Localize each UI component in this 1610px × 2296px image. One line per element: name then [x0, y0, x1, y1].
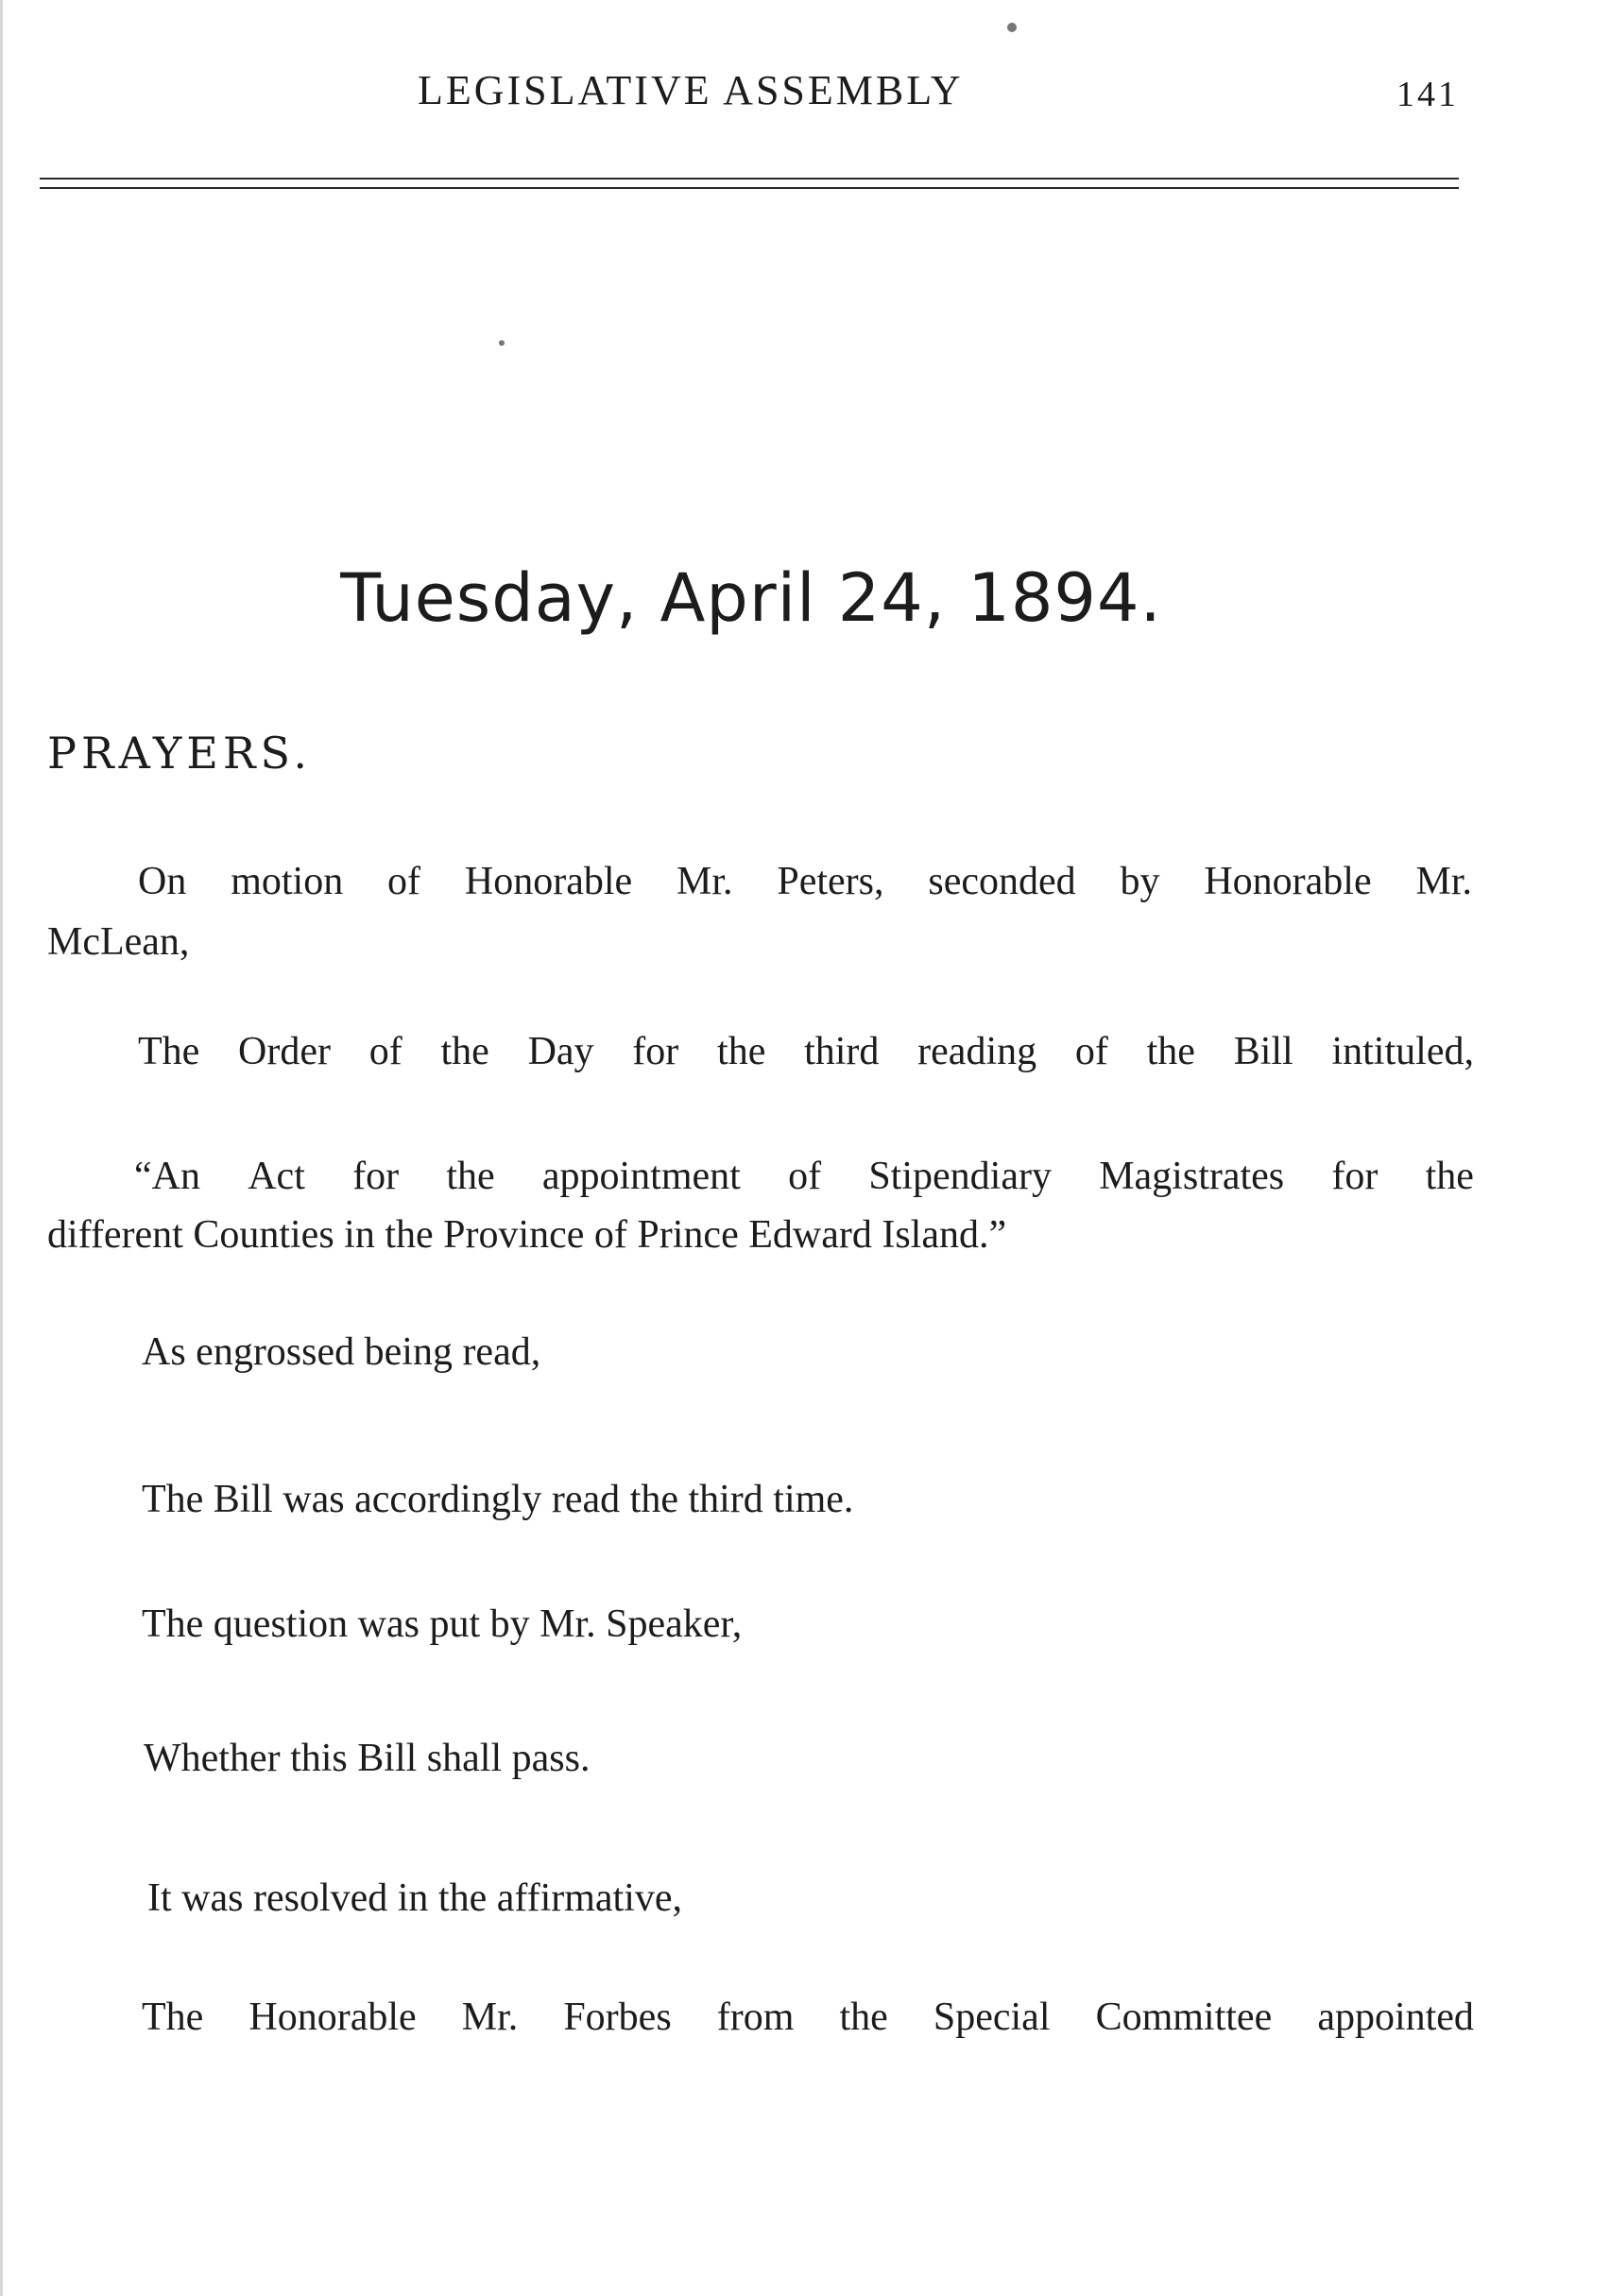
running-title: LEGISLATIVE ASSEMBLY	[418, 67, 964, 113]
word: Bill	[1233, 1030, 1293, 1073]
word: Committee	[1095, 1996, 1273, 2039]
order-of-day-line	[138, 1032, 1474, 1071]
word: Day	[527, 1030, 594, 1073]
forbes-line	[142, 1997, 1474, 2037]
word: of	[788, 1155, 822, 1198]
page-edge	[0, 0, 3, 2296]
ink-speck	[1007, 23, 1017, 32]
word: motion	[231, 860, 344, 903]
motion-line-2: McLean,	[47, 920, 190, 964]
word: The	[138, 1030, 200, 1073]
whether-line: Whether this Bill shall pass.	[144, 1737, 591, 1780]
word: the	[446, 1155, 495, 1198]
word: On	[138, 860, 187, 903]
motion-line-1	[138, 862, 1472, 901]
word: Magistrates	[1099, 1155, 1285, 1198]
word: third	[804, 1030, 880, 1073]
word: “An	[134, 1155, 200, 1198]
word: from	[716, 1996, 795, 2039]
third-time-line: The Bill was accordingly read the third time.	[142, 1478, 854, 1521]
word: of	[1074, 1030, 1108, 1073]
word: the	[440, 1030, 489, 1073]
word: the	[717, 1030, 766, 1073]
word: Mr.	[677, 860, 733, 903]
word: Mr.	[461, 1996, 519, 2039]
word: Special	[933, 1996, 1051, 2039]
act-title-line-1	[134, 1157, 1474, 1196]
word: Honorable	[464, 860, 633, 903]
running-head	[0, 66, 1610, 123]
word: of	[387, 860, 421, 903]
section-heading-prayers: PRAYERS.	[47, 728, 313, 779]
word: Honorable	[248, 1996, 417, 2039]
word: appointment	[541, 1155, 741, 1198]
word: reading	[917, 1030, 1037, 1073]
ink-speck	[499, 340, 505, 346]
question-line: The question was put by Mr. Speaker,	[142, 1602, 743, 1646]
resolved-line: It was resolved in the affirmative,	[147, 1876, 683, 1920]
date-heading: Tuesday, April 24, 1894.	[340, 559, 1162, 637]
word: Peters,	[777, 860, 884, 903]
header-rule-bottom	[40, 187, 1459, 189]
word: Stipendiary	[868, 1155, 1052, 1198]
word: for	[1331, 1155, 1379, 1198]
page-number: 141	[1396, 75, 1459, 114]
word: for	[352, 1155, 400, 1198]
word: appointed	[1317, 1996, 1474, 2039]
word: seconded	[928, 860, 1076, 903]
engrossed-line: As engrossed being read,	[142, 1330, 541, 1374]
word: Honorable	[1204, 860, 1372, 903]
word: for	[632, 1030, 679, 1073]
word: Act	[248, 1155, 305, 1198]
word: of	[368, 1030, 402, 1073]
word: the	[839, 1996, 888, 2039]
word: by	[1120, 860, 1160, 903]
word: the	[1425, 1155, 1474, 1198]
word: Forbes	[563, 1996, 672, 2039]
word: The	[142, 1996, 204, 2039]
header-rule-top	[40, 178, 1459, 180]
act-title-line-2: different Counties in the Province of Prince Edward Island.”	[47, 1213, 1007, 1257]
word: Order	[238, 1030, 331, 1073]
word: Mr.	[1415, 860, 1472, 903]
word: the	[1146, 1030, 1195, 1073]
word: intituled,	[1331, 1030, 1474, 1073]
